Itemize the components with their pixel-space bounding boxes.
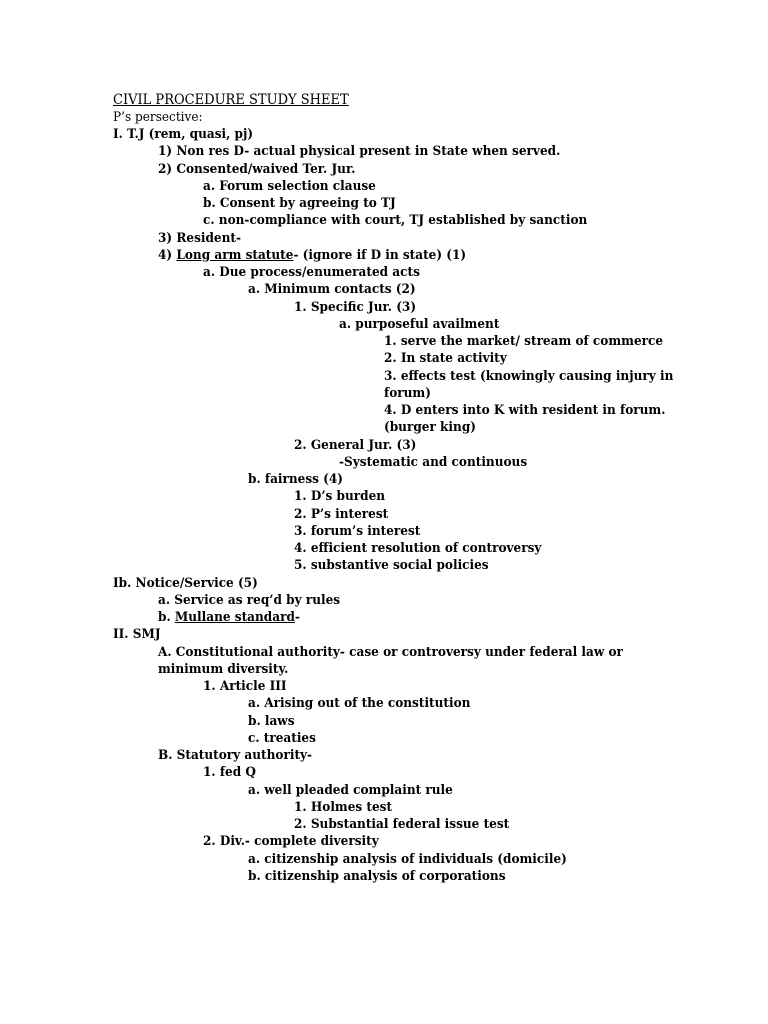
- outline-item: 3. effects test (knowingly causing injury in: [384, 369, 674, 384]
- outline-item-continued: (burger king): [384, 420, 476, 435]
- document-title: CIVIL PROCEDURE STUDY SHEET: [113, 92, 349, 108]
- outline-item: a. purposeful availment: [339, 317, 500, 332]
- outline-item: 1. Holmes test: [294, 800, 393, 815]
- outline-item: 2. General Jur. (3): [294, 438, 417, 453]
- outline-item: 1. Article III: [203, 679, 287, 694]
- outline-item: 2. P’s interest: [294, 507, 389, 522]
- outline-item-prefix: b.: [158, 610, 175, 625]
- outline-item: [158, 247, 466, 264]
- outline-item: 3. forum’s interest: [294, 524, 421, 539]
- outline-item: 2. Substantial federal issue test: [294, 817, 510, 832]
- mullane-standard-term: Mullane standard: [174, 610, 295, 625]
- outline-item: a. Service as req’d by rules: [158, 593, 341, 608]
- outline-item: 3) Resident-: [158, 231, 242, 246]
- outline-item-prefix: 4): [158, 248, 177, 263]
- outline-item: b. fairness (4): [248, 472, 344, 487]
- outline-item: 5. substantive social policies: [294, 558, 489, 573]
- outline-item: 1. D’s burden: [294, 489, 386, 504]
- outline-item: B. Statutory authority-: [158, 748, 313, 763]
- outline-heading-notice: Ib. Notice/Service (5): [113, 576, 258, 591]
- outline-item: -Systematic and continuous: [339, 455, 528, 470]
- outline-item: 1. Specific Jur. (3): [294, 300, 417, 315]
- outline-item: a. well pleaded complaint rule: [248, 783, 453, 798]
- outline-item: 2. Div.- complete diversity: [203, 834, 379, 849]
- document-subtitle: P’s persective:: [113, 110, 203, 125]
- outline-item: b. Consent by agreeing to TJ: [203, 196, 396, 211]
- outline-item: 1. serve the market/ stream of commerce: [384, 334, 664, 349]
- outline-item: c. treaties: [248, 731, 316, 746]
- outline-item: a. citizenship analysis of individuals (domicile): [248, 852, 567, 867]
- outline-item: 1) Non res D- actual physical present in State when served.: [158, 144, 561, 159]
- outline-item: 4. D enters into K with resident in forum.: [384, 403, 666, 418]
- outline-item: a. Minimum contacts (2): [248, 282, 416, 297]
- outline-item: 1. fed Q: [203, 765, 256, 780]
- outline-item: a. Arising out of the constitution: [248, 696, 471, 711]
- outline-item: a. Forum selection clause: [203, 179, 376, 194]
- outline-item: a. Due process/enumerated acts: [203, 265, 420, 280]
- outline-item: 2) Consented/waived Ter. Jur.: [158, 162, 356, 177]
- outline-item: 4. efficient resolution of controversy: [294, 541, 542, 556]
- outline-item-continued: minimum diversity.: [158, 662, 289, 677]
- outline-item: A. Constitutional authority- case or controversy under federal law or: [158, 645, 623, 660]
- outline-item-suffix: - (ignore if D in state) (1): [293, 248, 467, 263]
- long-arm-statute-term: Long arm statute: [176, 248, 294, 263]
- outline-item: [158, 609, 300, 626]
- outline-item-continued: forum): [384, 386, 431, 401]
- outline-item: c. non-compliance with court, TJ established by sanction: [203, 213, 588, 228]
- outline-item: b. laws: [248, 714, 295, 729]
- outline-item: b. citizenship analysis of corporations: [248, 869, 506, 884]
- outline-item: 2. In state activity: [384, 351, 507, 366]
- outline-heading-tj: I. T.J (rem, quasi, pj): [113, 127, 254, 142]
- outline-heading-smj: II. SMJ: [113, 627, 161, 642]
- outline-item-suffix: -: [294, 610, 300, 625]
